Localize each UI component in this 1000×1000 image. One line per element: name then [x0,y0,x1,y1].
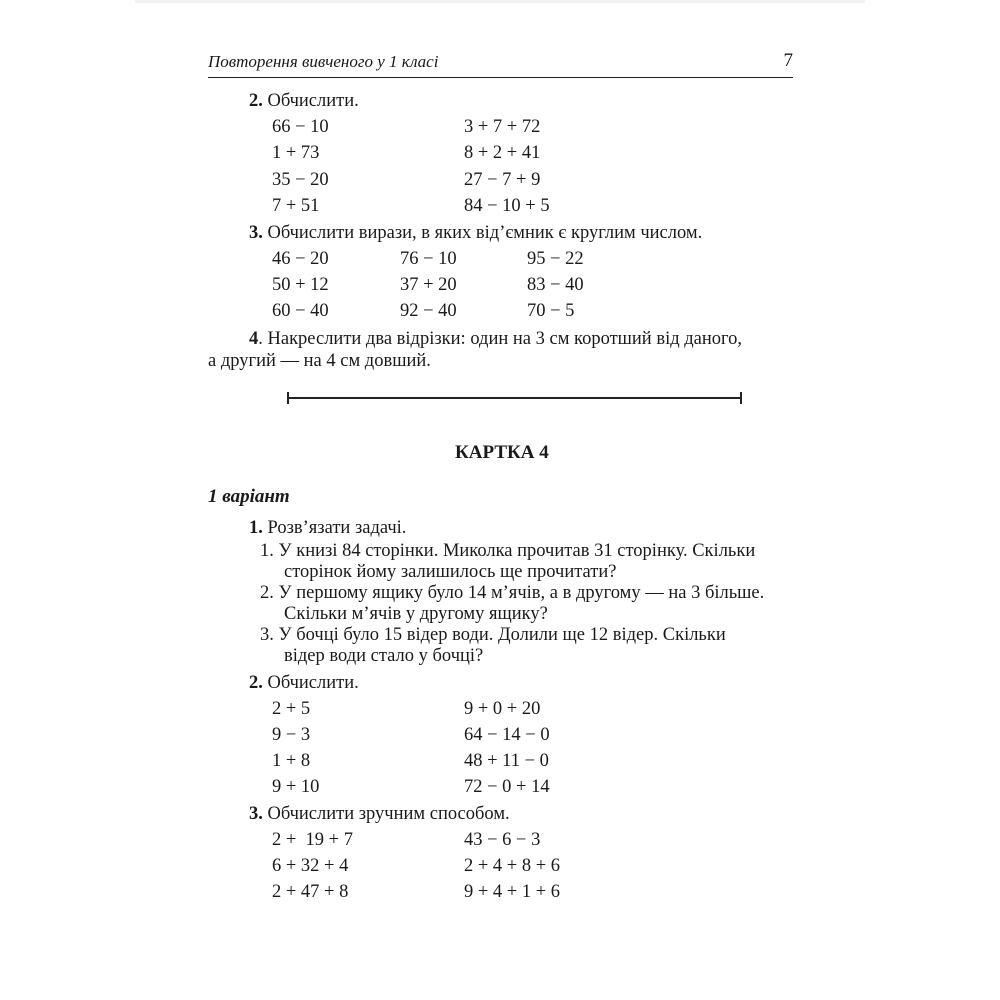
task-text: Розв’язати задачі. [262,518,407,538]
expression: 1 + 8 [272,751,311,771]
segment-endpoint-right [740,392,742,404]
expression: 9 + 10 [272,777,320,797]
task-text: Обчислити зручним способом. [262,804,510,824]
task-text: Обчислити. [262,673,359,693]
header-title: Повторення вивченого у 1 класі [208,52,439,71]
task-number: 3. [249,223,263,243]
header-rule [208,77,793,78]
expression: 2 + 4 + 8 + 6 [464,856,561,876]
task-text: Обчислити вирази, в яких від’ємник є круглим числом. [262,223,703,243]
expression: 50 + 12 [272,275,329,295]
expression: 46 − 20 [272,249,329,269]
expression: 84 − 10 + 5 [464,196,550,216]
task-number: 2. [249,673,263,693]
task-text: . Накреслити два відрізки: один на 3 см коротший від даного, [258,329,743,349]
task-number: 2. [249,91,263,111]
expression: 7 + 51 [272,196,320,216]
expression: 3 + 7 + 72 [464,117,541,137]
problem-line: сторінок йому залишилось ще прочитати? [284,562,617,582]
card-task-2-heading [249,672,359,694]
task-4-line-2: а другий — на 4 см довший. [208,351,431,371]
expression: 6 + 32 + 4 [272,856,349,876]
task-4-line-1 [249,328,742,350]
problem-line: 1. У книзі 84 сторінки. Миколка прочитав 31 сторінку. Скільки [260,541,756,561]
page-number: 7 [783,50,793,71]
card-task-3-heading [249,803,510,825]
expression: 66 − 10 [272,117,329,137]
expression: 9 + 0 + 20 [464,699,541,719]
expression: 2 + 19 + 7 [272,830,353,850]
card-task-1-heading [249,517,406,539]
expression: 76 − 10 [400,249,457,269]
expression: 37 + 20 [400,275,457,295]
expression: 27 − 7 + 9 [464,170,541,190]
expression: 8 + 2 + 41 [464,143,541,163]
task-number: 1. [249,518,263,538]
given-segment [288,397,742,399]
variant-heading: 1 варіант [208,486,290,507]
top-edge-shadow [135,0,865,3]
expression: 2 + 5 [272,699,311,719]
expression: 70 − 5 [527,301,575,321]
expression: 95 − 22 [527,249,584,269]
expression: 2 + 47 + 8 [272,882,349,902]
segment-endpoint-left [287,392,289,404]
task-3-heading [249,222,702,244]
expression: 9 − 3 [272,725,311,745]
card-title: КАРТКА 4 [455,442,549,463]
task-number: 4 [249,329,259,349]
expression: 60 − 40 [272,301,329,321]
expression: 64 − 14 − 0 [464,725,550,745]
problem-line: 3. У бочці було 15 відер води. Долили ще 12 відер. Скільки [260,625,726,645]
task-number: 3. [249,804,263,824]
task-2-heading [249,90,359,112]
expression: 48 + 11 − 0 [464,751,549,771]
running-header [208,52,793,76]
expression: 9 + 4 + 1 + 6 [464,882,561,902]
expression: 43 − 6 − 3 [464,830,541,850]
expression: 35 − 20 [272,170,329,190]
expression: 83 − 40 [527,275,584,295]
expression: 1 + 73 [272,143,320,163]
problem-line: Скільки м’ячів у другому ящику? [284,604,548,624]
task-text: Обчислити. [262,91,359,111]
expression: 92 − 40 [400,301,457,321]
problem-line: 2. У першому ящику було 14 м’ячів, а в другому — на 3 більше. [260,583,765,603]
problem-line: відер води стало у бочці? [284,646,484,666]
expression: 72 − 0 + 14 [464,777,550,797]
